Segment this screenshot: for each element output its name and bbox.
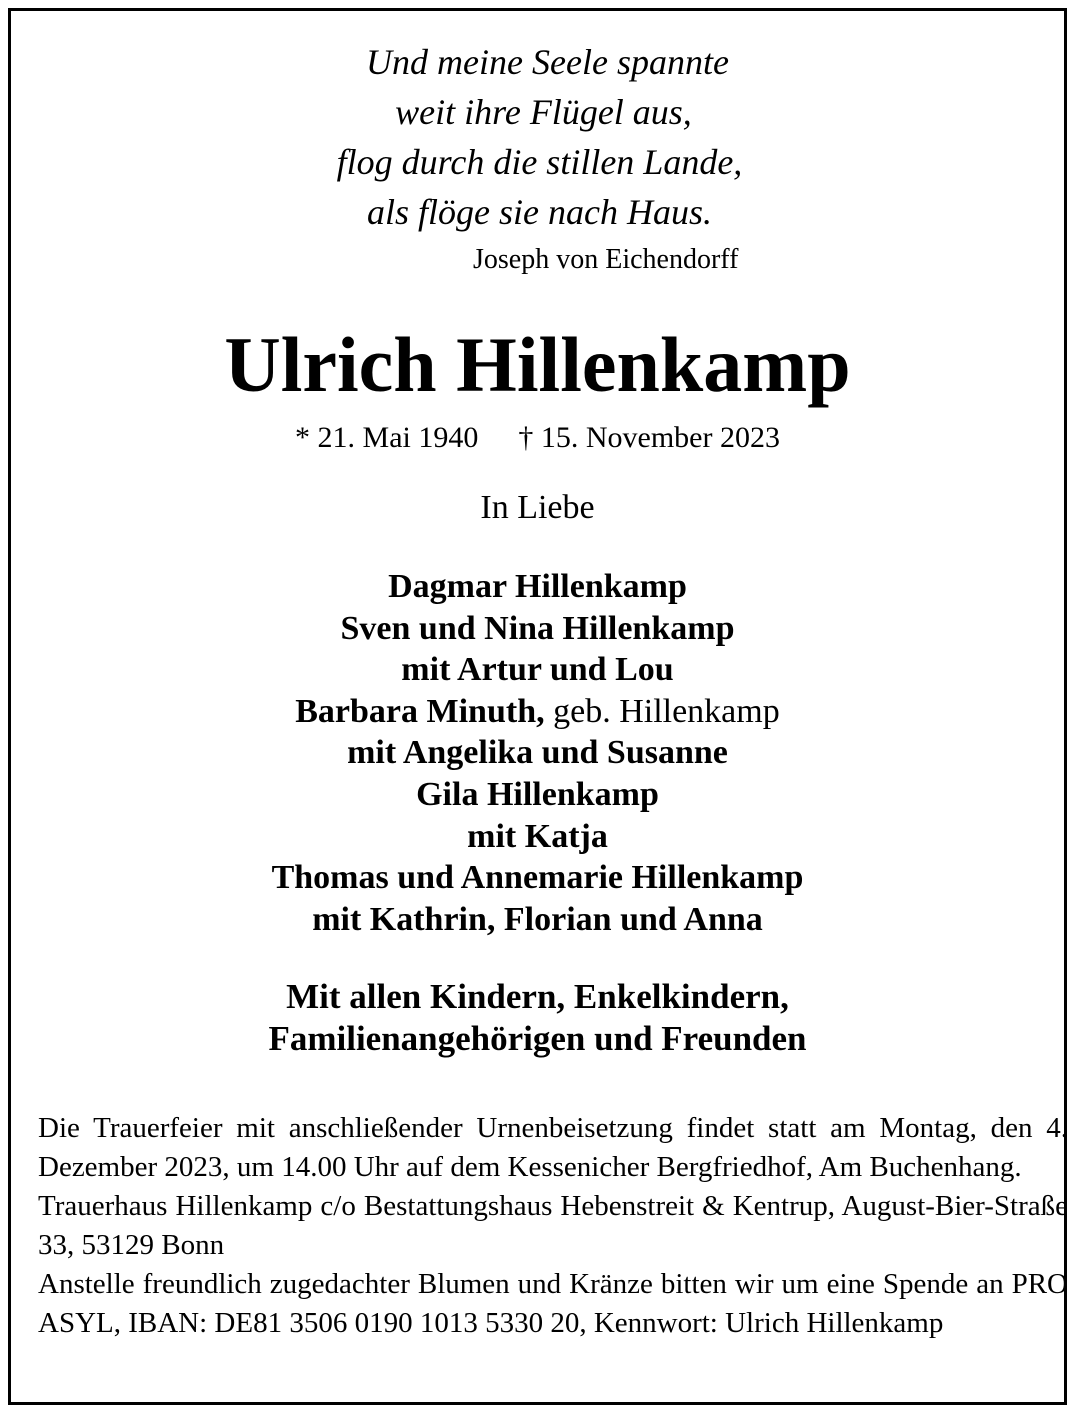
family-list [11,566,1064,940]
death-date: † 15. November 2023 [518,421,780,454]
mourning-address: Trauerhaus Hillenkamp c/o Bestattungshaus Hebenstreit & Kentrup, August-Bier-Straße 33, 53129 Bonn [38,1190,1068,1261]
closing-mourners [11,976,1064,1060]
family-line [11,566,1064,608]
family-line-bold: Thomas und Annemarie Hillenkamp [271,859,804,897]
family-line [11,732,1064,774]
birth-date: * 21. Mai 1940 [295,421,479,454]
closing-line: Familienangehörigen und Freunden [268,1019,807,1058]
family-line-normal: geb. Hillenkamp [544,692,780,730]
family-line [11,774,1064,816]
family-line [11,608,1064,650]
donation-request: Anstelle freundlich zugedachter Blumen und Kränze bitten wir um eine Spende an PRO ASYL, IBAN: DE81 3506 0190 1013 5330 20, Kennwort: Ulrich Hillenkamp [38,1268,1068,1339]
poem [11,37,1064,237]
family-line [11,649,1064,691]
family-line-bold: mit Katja [467,817,608,855]
closing-line: Mit allen Kindern, Enkelkindern, [286,977,789,1016]
family-line-bold: Dagmar Hillenkamp [388,568,687,605]
family-line-bold: mit Angelika und Susanne [347,734,728,772]
family-line-bold: Barbara Minuth, [295,692,545,730]
family-line-bold: Gila Hillenkamp [416,775,659,813]
family-line-bold: mit Artur und Lou [401,651,674,689]
funeral-info [38,1109,1068,1343]
family-line [11,899,1064,941]
poem-line: weit ihre Flügel aus, [395,92,692,132]
family-line [11,816,1064,858]
family-line [11,857,1064,899]
family-line [11,691,1064,733]
obituary-frame [8,8,1067,1405]
deceased-name: Ulrich Hillenkamp [224,321,851,408]
poem-line: als flöge sie nach Haus. [367,192,712,232]
poem-line: flog durch die stillen Lande, [336,142,743,182]
life-dates [11,419,1064,457]
poem-line: Und meine Seele spannte [366,42,729,82]
poem-author: Joseph von Eichendorff [473,244,739,275]
in-liebe-heading: In Liebe [480,489,595,526]
family-line-bold: Sven und Nina Hillenkamp [340,609,735,647]
family-line-bold: mit Kathrin, Florian und Anna [312,900,763,938]
funeral-details: Die Trauerfeier mit anschließender Urnenbeisetzung findet statt am Montag, den 4. Dezember 2023, um 14.00 Uhr auf dem Kessenicher Bergfriedhof, Am Buchenhang. [38,1112,1068,1183]
